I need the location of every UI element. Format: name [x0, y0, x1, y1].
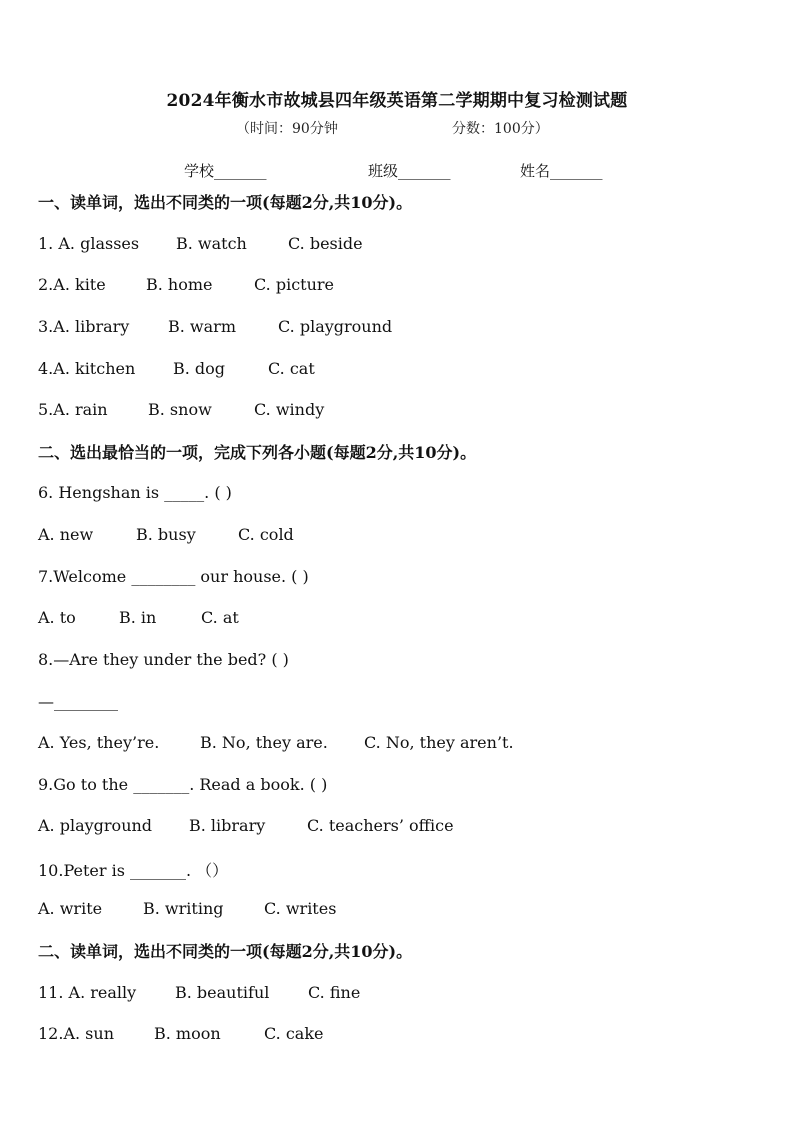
option-b: B. watch: [176, 234, 247, 253]
option-a: A. rain: [53, 400, 108, 419]
q10-option-c: C. writes: [264, 899, 337, 918]
option-a: A. glasses: [58, 234, 140, 253]
q9-option-a: A. playground: [38, 816, 153, 835]
question-12: [38, 1024, 114, 1043]
option-c: C. cat: [268, 359, 315, 378]
q9-option-b: B. library: [189, 816, 266, 835]
option-c: C. beside: [288, 234, 363, 253]
option-c: C. cake: [264, 1024, 324, 1043]
q8-option-b: B. No, they are.: [200, 733, 328, 752]
question-8-stem: 8.—Are they under the bed? ( ): [38, 650, 289, 669]
option-a: A. library: [53, 317, 130, 336]
time-info: （时间：90分钟: [236, 121, 338, 137]
question-number: 1.: [38, 234, 54, 253]
q6-option-a: A. new: [38, 525, 94, 544]
q7-option-c: C. at: [201, 608, 239, 627]
option-c: C. playground: [278, 317, 393, 336]
q8-option-c: C. No, they aren’t.: [364, 733, 514, 752]
question-2: [38, 275, 106, 294]
q6-option-b: B. busy: [136, 525, 196, 544]
q6-option-c: C. cold: [238, 525, 294, 544]
school-field: 学校_______: [184, 162, 267, 180]
q7-option-b: B. in: [119, 608, 157, 627]
name-field: 姓名_______: [520, 162, 603, 180]
option-b: B. home: [146, 275, 213, 294]
question-number: 11.: [38, 983, 64, 1002]
question-number: 5.: [38, 400, 54, 419]
question-8-answer-line: —________: [38, 692, 118, 711]
q9-option-c: C. teachers’ office: [307, 816, 454, 835]
question-7-stem: 7.Welcome ________ our house. ( ): [38, 567, 309, 586]
section-1-heading: 一、读单词，选出不同类的一项(每题2分,共10分)。: [38, 193, 413, 212]
question-9-stem: 9.Go to the _______. Read a book. ( ): [38, 775, 328, 794]
question-5: [38, 400, 108, 419]
option-c: C. windy: [254, 400, 325, 419]
option-a: A. really: [68, 983, 137, 1002]
question-6-stem: 6. Hengshan is _____. ( ): [38, 483, 232, 502]
question-11: [38, 983, 136, 1002]
q7-option-a: A. to: [38, 608, 76, 627]
q10-option-a: A. write: [38, 899, 103, 918]
option-c: C. fine: [308, 983, 361, 1002]
question-number: 4.: [38, 359, 54, 378]
option-b: B. warm: [168, 317, 236, 336]
question-1: [38, 234, 139, 253]
class-field: 班级_______: [368, 162, 451, 180]
option-b: B. beautiful: [175, 983, 270, 1002]
question-10-stem: 10.Peter is _______. （）: [38, 861, 229, 880]
page-title: 2024年衡水市故城县四年级英语第二学期期中复习检测试题: [166, 91, 628, 111]
q10-option-b: B. writing: [143, 899, 224, 918]
option-b: B. snow: [148, 400, 212, 419]
option-b: B. moon: [154, 1024, 221, 1043]
question-3: [38, 317, 129, 336]
question-number: 2.: [38, 275, 54, 294]
option-a: A. kitchen: [53, 359, 136, 378]
question-number: 3.: [38, 317, 54, 336]
section-3-heading: 二、读单词，选出不同类的一项(每题2分,共10分)。: [38, 942, 413, 961]
section-2-heading: 二、选出最恰当的一项，完成下列各小题(每题2分,共10分)。: [38, 443, 477, 462]
option-a: A. sun: [63, 1024, 114, 1043]
option-a: A. kite: [53, 275, 106, 294]
option-c: C. picture: [254, 275, 335, 294]
option-b: B. dog: [173, 359, 226, 378]
q8-option-a: A. Yes, they’re.: [38, 733, 160, 752]
score-info: 分数：100分）: [452, 121, 549, 137]
question-number: 12.: [38, 1024, 64, 1043]
question-4: [38, 359, 135, 378]
